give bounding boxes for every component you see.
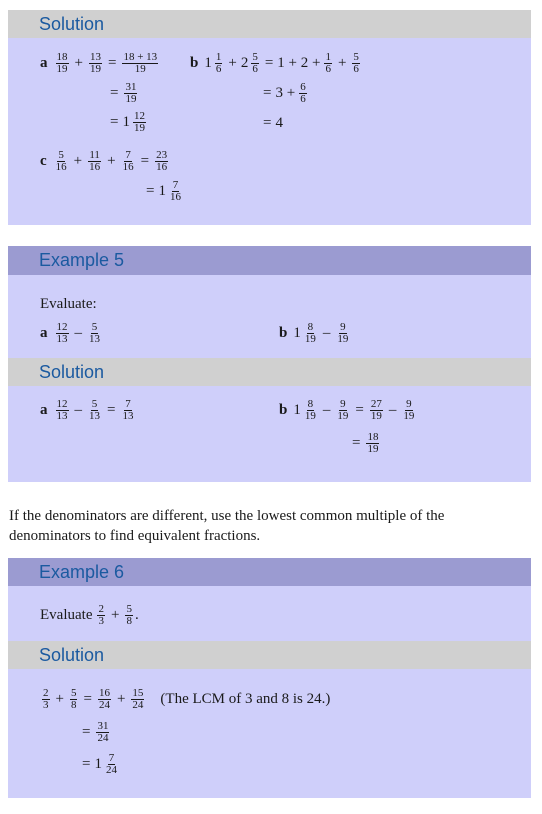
denominator: 19: [337, 333, 349, 345]
numerator: 2: [43, 687, 49, 699]
solution-6-heading: Solution: [39, 645, 105, 665]
denominator: 6: [353, 63, 359, 75]
fraction: [122, 52, 158, 75]
operator: =: [82, 756, 91, 772]
fraction: [370, 399, 383, 422]
solution-panel: [8, 38, 531, 225]
operator: +: [110, 607, 120, 623]
example-5-a: [40, 322, 103, 345]
numerator: 5: [91, 321, 98, 333]
operator: +: [74, 55, 83, 71]
operator: +: [107, 153, 116, 169]
example-5-prompt: Evaluate:: [40, 296, 97, 312]
fraction: [97, 604, 105, 627]
denominator: 16: [89, 161, 101, 173]
example-6-heading: Example 6: [39, 562, 125, 582]
operator: =: [83, 691, 92, 707]
numerator: 13: [89, 51, 101, 63]
numerator: 27: [370, 398, 382, 410]
fraction: [70, 688, 78, 711]
math-text: .: [134, 607, 139, 623]
fraction: [215, 52, 223, 75]
denominator: 24: [97, 732, 109, 744]
operator: =: [146, 183, 155, 199]
fraction: [304, 322, 317, 345]
fraction: [88, 322, 101, 345]
numerator: 5: [58, 149, 64, 161]
solution-header: [8, 10, 531, 38]
example-5-header: [8, 246, 531, 275]
part-label: a: [40, 402, 48, 418]
numerator: 7: [108, 752, 115, 764]
solution-5-header: [8, 358, 531, 386]
denominator: 19: [89, 63, 101, 75]
fraction: [121, 399, 134, 422]
denominator: 16: [122, 161, 134, 173]
fraction: [89, 52, 102, 75]
fraction: [56, 322, 69, 345]
example-6-prompt: [40, 604, 139, 627]
numerator: 7: [125, 149, 131, 161]
denominator: 13: [56, 410, 68, 422]
numerator: 5: [353, 51, 359, 63]
numerator: 18: [367, 431, 379, 443]
denominator: 3: [43, 699, 49, 711]
numerator: 15: [132, 687, 144, 699]
denominator: 19: [370, 410, 382, 422]
part-label: c: [40, 153, 47, 169]
solution-heading: Solution: [39, 14, 105, 34]
example-5-heading: Example 5: [39, 250, 125, 270]
solution-5-a: [40, 399, 136, 422]
solution-6-line3: [78, 753, 120, 776]
numerator: 2: [98, 603, 104, 615]
part-label: b: [279, 402, 288, 418]
part-label: a: [40, 55, 48, 71]
operator: =: [352, 435, 361, 451]
denominator: 6: [300, 93, 306, 105]
numerator: 5: [252, 51, 258, 63]
denominator: 19: [367, 443, 379, 455]
fraction: [304, 399, 317, 422]
numerator: 18: [56, 51, 68, 63]
denominator: 13: [89, 410, 100, 422]
fraction: [169, 180, 182, 203]
sol1-a-line3: [106, 111, 148, 134]
numerator: 23: [156, 149, 168, 161]
operator: +: [337, 55, 347, 71]
fraction: [324, 52, 332, 75]
solution-5-b-line1: [279, 399, 417, 422]
denominator: 19: [125, 93, 137, 105]
denominator: 16: [156, 161, 168, 173]
numerator: 8: [307, 321, 314, 333]
operator: =: [82, 724, 91, 740]
fraction: [88, 399, 101, 422]
operator: =: [140, 153, 150, 169]
numerator: 7: [172, 179, 179, 191]
numerator: 12: [133, 110, 145, 122]
whole-number: 1: [122, 114, 130, 130]
numerator: 9: [340, 398, 346, 410]
fraction: [42, 688, 50, 711]
denominator: 19: [56, 63, 68, 75]
fraction: [125, 604, 133, 627]
fraction: [336, 322, 349, 345]
sol1-b-line3: [259, 116, 283, 131]
fraction: [336, 399, 349, 422]
whole-number: 1: [204, 55, 212, 71]
denominator: 16: [55, 161, 67, 173]
operator: =: [107, 55, 117, 71]
fraction: [122, 150, 135, 173]
denominator: 19: [304, 410, 316, 422]
whole-number: 1: [293, 325, 301, 341]
fraction: [352, 52, 360, 75]
operator: –: [322, 402, 331, 418]
denominator: 13: [122, 410, 134, 422]
denominator: 24: [105, 764, 117, 776]
whole-number: 1: [158, 183, 166, 199]
sol1-a-line2: [106, 82, 139, 105]
numerator: 9: [340, 321, 346, 333]
operator: –: [74, 325, 82, 341]
operator: =: [263, 85, 272, 101]
sol1-b-line1: [190, 52, 362, 75]
numerator: 31: [125, 81, 137, 93]
operator: =: [355, 402, 364, 418]
fraction: [124, 82, 137, 105]
operator: +: [55, 691, 64, 707]
whole-number: 1: [293, 402, 301, 418]
denominator: 3: [98, 615, 104, 627]
numerator: 18 + 13: [123, 51, 158, 63]
numerator: 6: [300, 81, 306, 93]
operator: +: [73, 153, 83, 169]
sol1-b-line2: [259, 82, 309, 105]
numerator: 5: [91, 398, 98, 410]
denominator: 19: [304, 333, 316, 345]
numerator: 5: [126, 603, 132, 615]
numerator: 5: [70, 687, 77, 699]
denominator: 6: [325, 63, 331, 75]
sol1-c-line2: [142, 180, 184, 203]
math-text: 3 +: [275, 85, 296, 101]
solution-6-line1: [40, 688, 330, 711]
numerator: 1: [325, 51, 331, 63]
fraction: [55, 150, 68, 173]
sol1-c-line1: [40, 150, 170, 173]
example-5-b: [279, 322, 351, 345]
fraction: [133, 111, 146, 134]
fraction: [366, 432, 379, 455]
lcm-note: (The LCM of 3 and 8 is 24.): [160, 691, 331, 707]
operator: +: [228, 55, 237, 71]
part-label: b: [279, 325, 288, 341]
part-label: a: [40, 325, 48, 341]
operator: =: [110, 85, 119, 101]
math-text: 1 + 2 +: [277, 55, 321, 71]
sol1-a-line1: [40, 52, 160, 75]
fraction: [299, 82, 307, 105]
operator: –: [74, 402, 82, 418]
denominator: 8: [126, 615, 132, 627]
denominator: 24: [132, 699, 144, 711]
denominator: 6: [215, 63, 222, 75]
fraction: [155, 150, 168, 173]
math-text: Evaluate: [40, 607, 93, 623]
numerator: 1: [215, 51, 222, 63]
operator: =: [110, 114, 119, 130]
denominator: 16: [169, 191, 181, 203]
solution-6-panel: [8, 669, 531, 798]
numerator: 16: [98, 687, 110, 699]
solution-5-panel: [8, 386, 531, 482]
operator: =: [263, 115, 272, 131]
operator: –: [388, 402, 397, 418]
denominator: 24: [98, 699, 110, 711]
denominator: 8: [70, 699, 77, 711]
numerator: 12: [56, 398, 68, 410]
fraction: [105, 753, 118, 776]
denominator: 19: [134, 63, 146, 75]
denominator: 19: [133, 122, 145, 134]
example-5-panel: [8, 275, 531, 358]
part-label: b: [190, 55, 199, 71]
solution-5-b-line2: [348, 432, 381, 455]
denominator: 13: [56, 333, 68, 345]
example-6-header: [8, 558, 531, 586]
numerator: 11: [89, 149, 100, 161]
denominator: 19: [337, 410, 349, 422]
numerator: 12: [56, 321, 68, 333]
numerator: 31: [97, 720, 109, 732]
operator: –: [322, 325, 331, 341]
solution-6-line2: [78, 721, 111, 744]
fraction: [402, 399, 415, 422]
operator: +: [116, 691, 126, 707]
whole-number: 2: [240, 55, 249, 71]
solution-5-heading: Solution: [39, 362, 105, 382]
fraction: [56, 399, 69, 422]
numerator: 7: [125, 398, 131, 410]
denominator: 13: [89, 333, 100, 345]
fraction: [56, 52, 69, 75]
denominator: 19: [403, 410, 415, 422]
fraction: [131, 688, 144, 711]
numerator: 8: [307, 398, 314, 410]
whole-number: 1: [94, 756, 102, 772]
example-6-panel: [8, 586, 531, 641]
fraction: [88, 150, 101, 173]
operator: =: [264, 55, 274, 71]
fraction: [98, 688, 111, 711]
numerator: 9: [406, 398, 412, 410]
fraction: [251, 52, 259, 75]
denominator: 6: [252, 63, 258, 75]
math-text: 4: [275, 115, 283, 131]
solution-6-header: [8, 641, 531, 669]
fraction: [96, 721, 109, 744]
body-paragraph: If the denominators are different, use the lowest common multiple of the denominators to find equivalent fractions.: [9, 508, 445, 544]
operator: =: [107, 402, 116, 418]
